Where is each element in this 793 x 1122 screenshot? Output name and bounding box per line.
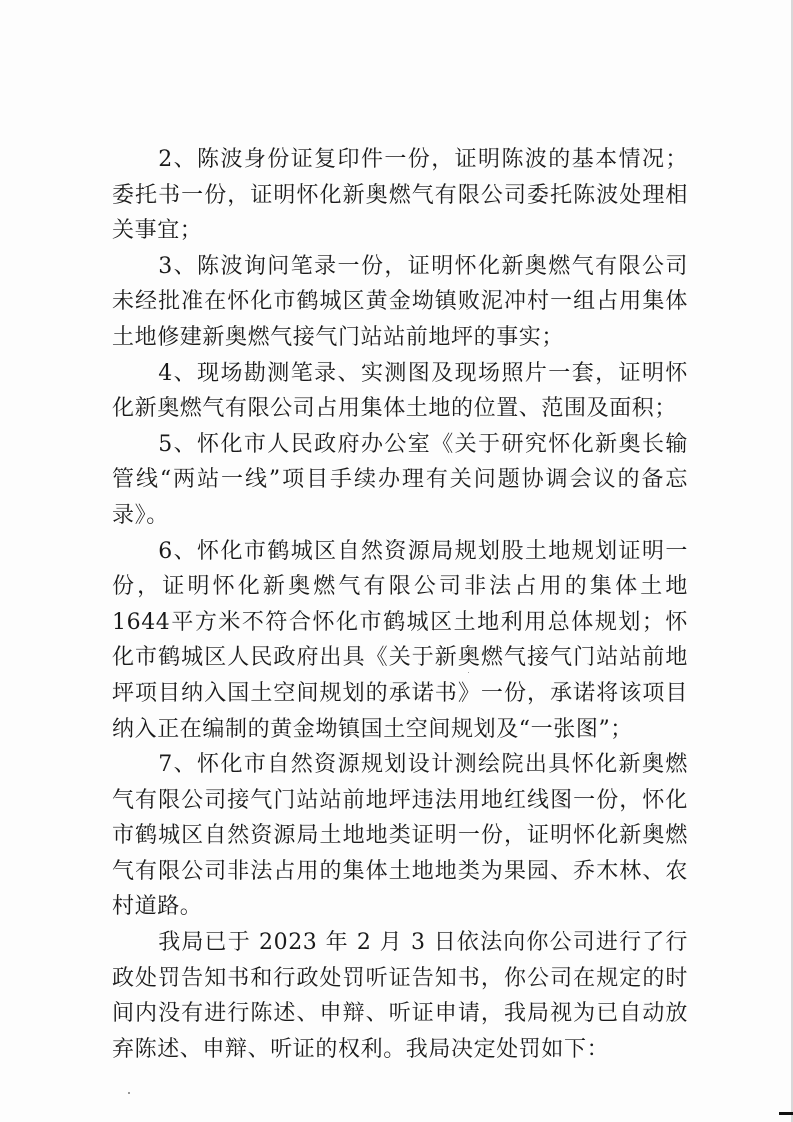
evidence-item-4: 4、现场勘测笔录、实测图及现场照片一套，证明怀化新奥燃气有限公司占用集体土地的位置、范围及面积；: [112, 360, 688, 422]
page-corner-mark: [779, 1112, 793, 1115]
document-body: [112, 142, 688, 1067]
scan-speck: [128, 1092, 130, 1094]
evidence-item-6: 6、怀化市鹤城区自然资源局规划股土地规划证明一份，证明怀化新奥燃气有限公司非法占用的集体土地1644平方米不符合怀化市鹤城区土地利用总体规划；怀化市鹤城区人民政府出具《关于新奥燃气接气门站站前地坪项目纳入国土空间规划的承诺书》一份，承诺将该项目纳入正在编制的黄金坳镇国土空间规划及“一张图”；: [112, 538, 688, 742]
evidence-item-3: 3、陈波询问笔录一份，证明怀化新奥燃气有限公司未经批准在怀化市鹤城区黄金坳镇败泥冲村一组占用集体土地修建新奥燃气接气门站站前地坪的事实；: [112, 253, 688, 350]
scan-speck: [468, 672, 469, 673]
penalty-decision-paragraph: 我局已于 2023 年 2 月 3 日依法向你公司进行了行政处罚告知书和行政处罚听证告知书，你公司在规定的时间内没有进行陈述、申辩、听证申请，我局视为已自动放弃陈述、申辩、听证的权利。我局决定处罚如下：: [112, 930, 688, 1062]
evidence-item-5: 5、怀化市人民政府办公室《关于研究怀化新奥长输管线“两站一线”项目手续办理有关问题协调会议的备忘录》。: [112, 431, 688, 528]
evidence-item-2: 2、陈波身份证复印件一份，证明陈波的基本情况；委托书一份，证明怀化新奥燃气有限公司委托陈波处理相关事宜；: [112, 147, 688, 244]
evidence-item-7: 7、怀化市自然资源规划设计测绘院出具怀化新奥燃气有限公司接气门站站前地坪违法用地红线图一份，怀化市鹤城区自然资源局土地地类证明一份，证明怀化新奥燃气有限公司非法占用的集体土地地类为果园、乔木林、农村道路。: [112, 752, 688, 920]
